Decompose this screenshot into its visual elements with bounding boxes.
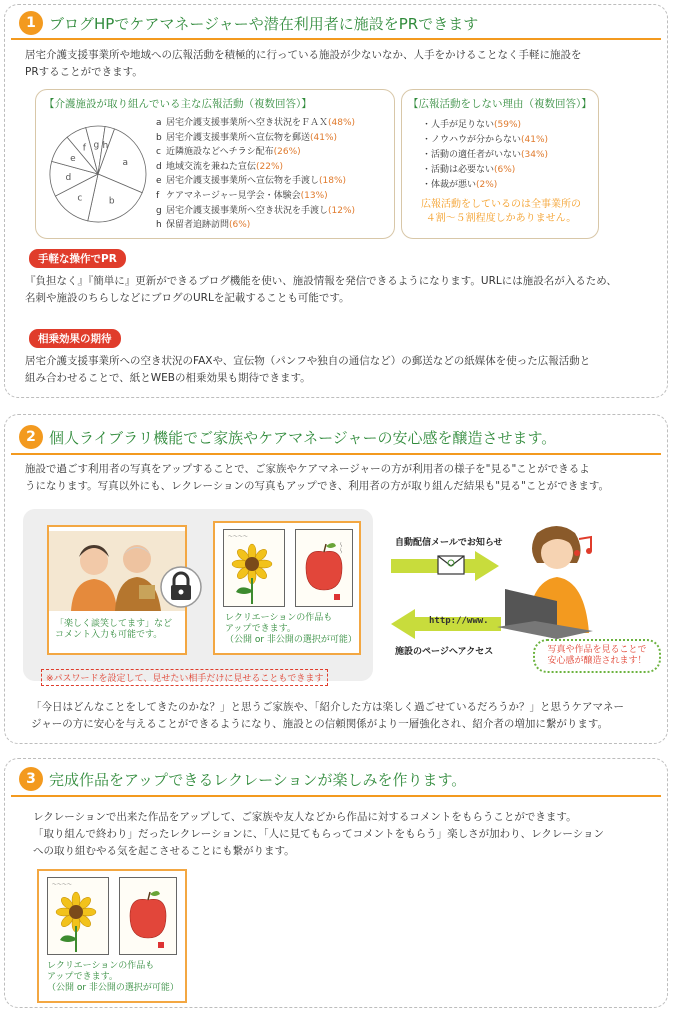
pie-label-d: d [65,173,72,184]
svg-text:〜〜〜〜: 〜〜〜〜 [52,882,73,888]
survey-item-text: 居宅介護支援事業所へ空き状況をＦＡＸ [166,118,329,128]
reasons-title: 【広報活動をしない理由（複数回答）】 [408,98,592,110]
url-text: http://www. [429,616,489,626]
survey-item-text: 居宅介護支援事業所へ空き状況を手渡し [166,205,329,216]
artwork-frame [213,521,361,655]
section-2-title: 個人ライブラリ機能でご家族やケアマネージャーの安心感を醸造させます。 [49,429,557,447]
survey-item-key: h [156,220,162,231]
survey-item-text: 保留者追跡訪問 [166,220,230,231]
section-3-number: 3 [19,767,43,791]
pie-label-h: h [102,141,109,152]
survey-item-percent: (13%) [300,190,328,201]
section-1 [4,4,668,398]
reasons-list [422,118,592,193]
section-3-underline [11,795,661,797]
pie-label-c: c [77,193,83,204]
survey-item-percent: (41%) [310,132,338,143]
section-1-title: ブログHPでケアマネージャーや潜在利用者に施設をPRできます [49,15,479,33]
survey-item-key: g [156,205,162,216]
pie-label-b: b [108,196,115,207]
survey-item-text: 地域交流を兼ねた宣伝 [166,161,257,172]
reason-item-percent: (6%) [494,165,516,175]
survey-title: 【介護施設が取り組んでいる主な広報活動（複数回答）】 [44,98,312,110]
section-2-underline [11,453,661,455]
survey-item-key: e [156,176,162,187]
survey-item-text: 居宅介護支援事業所へ宣伝物を手渡し [166,176,320,187]
pie-label-a: a [122,158,129,169]
tag-easy-operation: 手軽な操作でPR [29,249,126,268]
survey-item-percent: (48%) [328,118,356,128]
survey-pie-chart [40,114,160,234]
reason-item [422,133,592,148]
reason-item-percent: (2%) [476,180,498,190]
apple-artwork [295,529,353,607]
survey-item-key: a [156,118,162,128]
sunflower-artwork [47,877,109,955]
survey-item-key: b [156,132,162,143]
svg-text:〜〜〜〜: 〜〜〜〜 [228,534,249,540]
survey-item-percent: (22%) [256,161,284,172]
survey-item [156,116,396,131]
reason-item-text: ・活動は必要ない [422,165,495,175]
reason-item [422,163,592,178]
tag-synergy: 相乗効果の期待 [29,329,121,348]
reason-item-percent: (41%) [521,135,549,145]
section-3-text: レクレーションで出来た作品をアップして、ご家族や友人などから作品に対するコメントをもらうことができます。 「取り組んで終わり」だったレクレーションに、「人に見てもらってコメントをもらう」楽しさが加わり、レクレーション への取り組むやる気を起こさせることにも繋がります。 [33,811,604,857]
survey-item-text: 近隣施設などへチラシ配布 [166,147,274,158]
section-1-text-2: 居宅介護支援事業所への空き状況のFAXや、宣伝物（パンフや独自の通信など）の郵送などの紙媒体を使った広報活動と 組み合わせることで、紙とWEBの相乗効果も期待できます。 [25,355,591,384]
survey-item-percent: (18%) [319,176,347,187]
reason-item [422,178,592,193]
survey-item-percent: (12%) [328,205,356,216]
survey-item-key: f [156,190,160,201]
reason-item-text: ・活動の適任者がいない [422,150,522,160]
reason-item-text: ・人手が足りない [422,120,495,130]
section-2-intro: 施設で過ごす利用者の写真をアップすることで、ご家族やケアマネージャーの方が利用者の様子を"見る"ことができるよ うになります。写真以外にも、レクレーションの写真もアップでき、利用者の方が取り組んだ結果も"見る"ことができます。 [25,463,610,492]
apple-artwork [119,877,177,955]
reason-item-percent: (34%) [521,150,549,160]
section-2-outro: 「今日はどんなことをしてきたのかな？」と思うご家族や、「紹介した方は楽しく過ごせているだろうか？」と思うケアマネー ジャーの方に安心を与えることができるようになり、施設との信頼関係がより一層強化され、紹介者の増加に繋がります。 [31,701,625,730]
section-2 [4,414,668,744]
artwork-caption: レクリエーションの作品も アップできます。 （公開 or 非公開の選択が可能） [225,613,357,645]
survey-item-key: d [156,161,162,172]
reasons-note: 広報活動をしているのは全事業所の ４割〜５割程度しかありません。 [421,199,581,224]
survey-item [156,174,396,189]
password-note: ※パスワードを設定して、見せたい相手だけに見せることもできます [41,669,328,686]
section-3-artwork-caption: レクリエーションの作品も アップできます。 （公開 or 非公開の選択が可能） [47,961,179,993]
reason-item-text: ・ノウハウが分からない [422,135,522,145]
reason-item [422,148,592,163]
section-2-number: 2 [19,425,43,449]
pie-label-e: e [70,153,76,164]
survey-item [156,160,396,175]
pie-label-g: g [93,140,100,151]
survey-item-percent: (26%) [273,147,301,158]
section-1-number: 1 [19,11,43,35]
section-1-underline [11,38,661,40]
survey-item-text: 居宅介護支援事業所へ宣伝物を郵送 [166,132,311,143]
survey-item-percent: (6%) [229,220,251,231]
survey-item [156,145,396,160]
photo-caption: 「楽しく談笑してます」など コメント入力も可能です。 [55,619,173,640]
survey-item [156,204,396,219]
envelope-icon [437,555,465,575]
reason-item-percent: (59%) [494,120,522,130]
survey-list [156,116,396,233]
svg-text:〜〜: 〜〜 [336,542,344,554]
survey-item [156,218,396,233]
lock-icon [159,565,203,609]
survey-item-key: c [156,147,161,158]
section-3-artwork-frame [37,869,187,1003]
reassurance-bubble: 写真や作品を見ることで 安心感が醸造されます！ [533,639,661,673]
survey-box [35,89,395,239]
pie-label-f: f [82,143,86,154]
section-1-intro: 居宅介護支援事業所や地域への広報活動を積極的に行っている施設が少ないなか、人手をかけることなく手軽に施設を PRすることができます。 [25,49,582,78]
sunflower-artwork [223,529,285,607]
reason-item-text: ・体裁が悪い [422,180,477,190]
section-1-text-1: 『負担なく』『簡単に』更新ができるブログ機能を使い、施設情報を発信できるようになります。URLには施設名が入るため、 名刺や施設のちらしなどにブログのURLを記載することも可能です。 [25,275,617,304]
mail-label: 自動配信メールでお知らせ [395,538,503,548]
music-note-icon [571,535,595,559]
section-3 [4,758,668,1008]
survey-item [156,131,396,146]
survey-item-text: ケアマネージャー見学会・体験会 [166,190,301,201]
section-3-title: 完成作品をアップできるレクレーションが楽しみを作ります。 [49,771,467,789]
reason-item [422,118,592,133]
survey-item [156,189,396,204]
reasons-box [401,89,599,239]
access-label: 施設のページへアクセス [395,647,494,657]
